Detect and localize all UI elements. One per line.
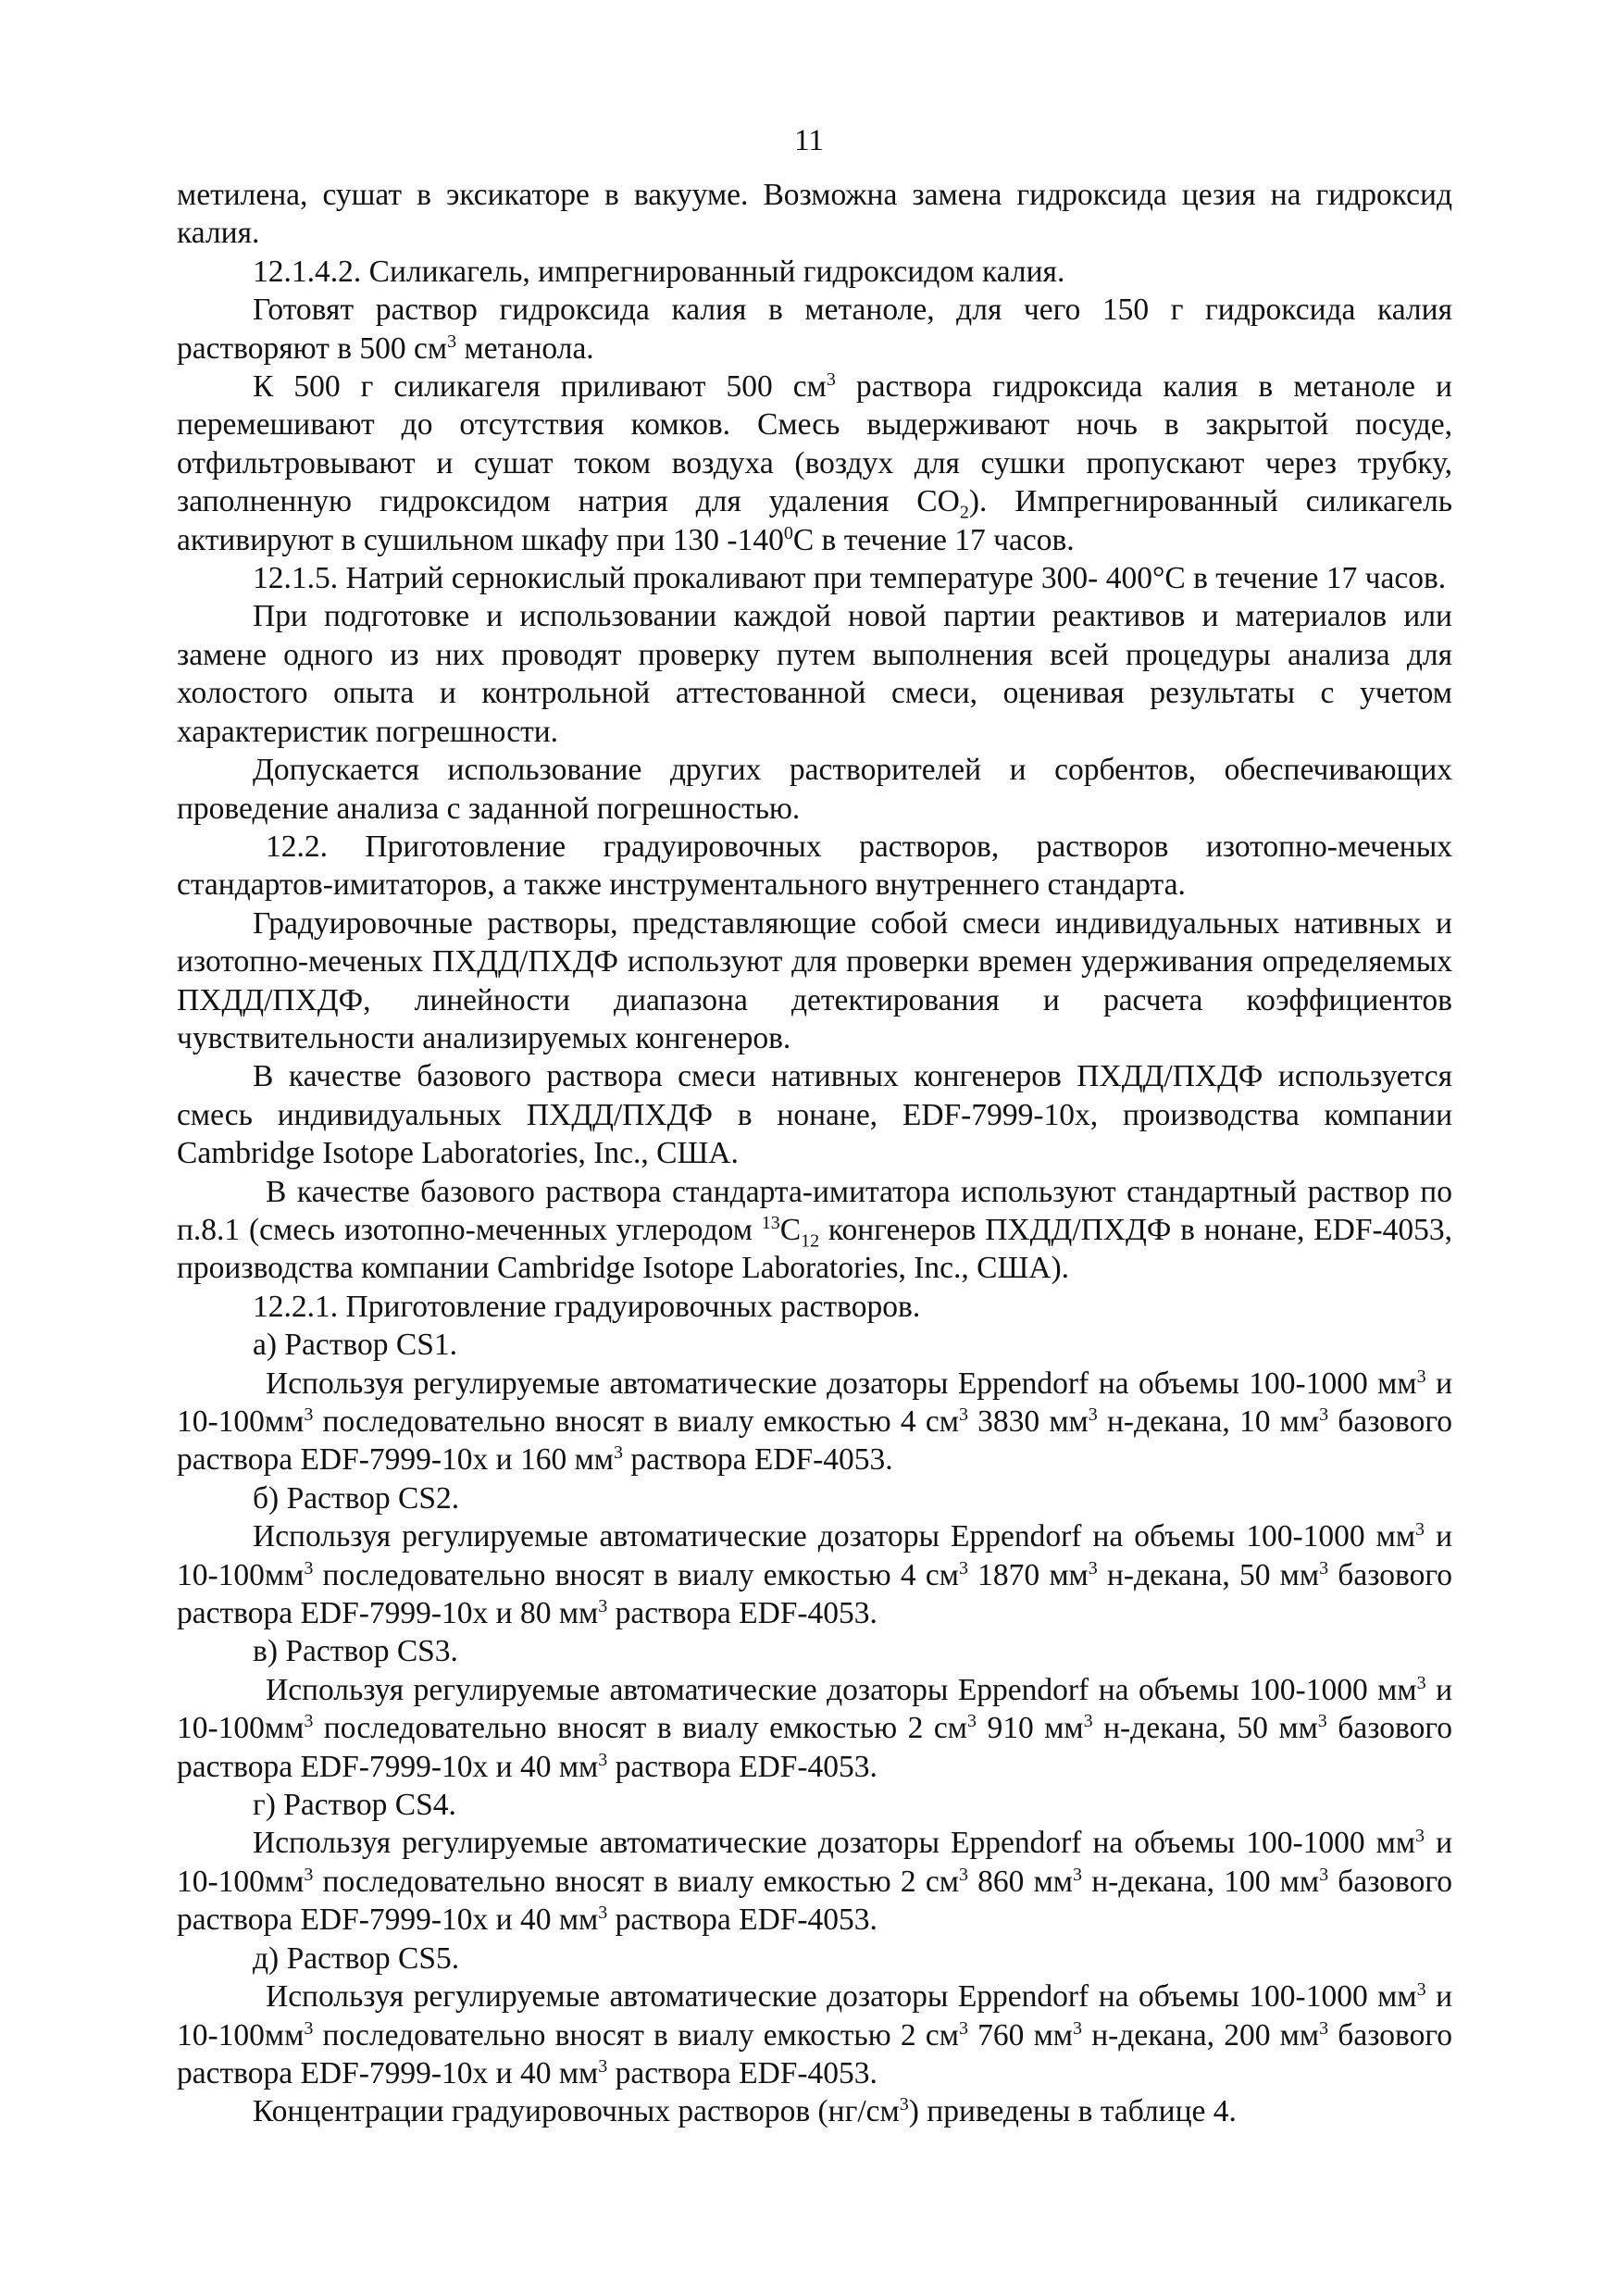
paragraph: Градуировочные растворы, представляющие собой смеси индивидуальных нативных и изотопно-меченых ПХДД/ПХДФ используют для проверки времен удерживания определяемых ПХДД/ПХДФ, линейности диапазона детектирования и расчета коэффициентов чувствительности анализируемых конгенеров. [177, 905, 1452, 1055]
section-heading: 12.2.1. Приготовление градуировочных растворов. [253, 1289, 921, 1324]
paragraph: Используя регулируемые автоматические дозаторы Eppendorf на объемы 100-1000 $мм^3$ и $10-100мм^3$ последовательно вносят в виалу емкостью 2 $см^3$ 910 $мм^3$ н-декана, 50 $мм^3$ базового раствора EDF-7999-10x и 40 $мм^3$ раствора EDF-4053. [177, 1672, 1452, 1784]
paragraph: Используя регулируемые автоматические дозаторы Eppendorf на объемы 100-1000 $мм^3$ и $10-100мм^3$ последовательно вносят в виалу емкостью 2 $см^3$ 860 $мм^3$ н-декана, 100 $мм^3$ базового раствора EDF-7999-10x и 40 $мм^3$ раствора EDF-4053. [177, 1826, 1452, 1938]
list-item-label: б) Раствор CS2. [253, 1480, 460, 1516]
body-text [177, 176, 1452, 2131]
paragraph: Используя регулируемые автоматические дозаторы Eppendorf на объемы 100-1000 $мм^3$ и $10-100мм^3$ последовательно вносят в виалу емкостью 2 $см^3$ 760 $мм^3$ н-декана, 200 $мм^3$ базового раствора EDF-7999-10x и 40 $мм^3$ раствора EDF-4053. [177, 1978, 1452, 2090]
paragraph: В качестве базового раствора смеси нативных конгенеров ПХДД/ПХДФ используется смесь индивидуальных ПХДД/ПХДФ в нонане, EDF-7999-10x, производства компании Cambridge Isotope Laboratories, Inc., США. [177, 1059, 1452, 1171]
paragraph: Готовят раствор гидроксида калия в метаноле, для чего 150 г гидроксида калия растворяют в 500 $см^3$ метанола. [177, 293, 1452, 366]
section-heading: 12.2. Приготовление градуировочных растворов, растворов изотопно-меченых стандартов-имитаторов, а также инструментального внутреннего стандарта. [177, 829, 1452, 903]
list-item-label: а) Раствор CS1. [253, 1328, 457, 1363]
paragraph: К 500 г силикагеля приливают 500 $см^3$ раствора гидроксида калия в метаноле и перемешивают до отсутствия комков. Смесь выдерживают ночь в закрытой посуде, отфильтровывают и сушат током воздуха (воздух для сушки пропускают через трубку, заполненную гидроксидом натрия для удаления $СО_2$). Импрегнированный силикагель активируют в сушильном шкафу при 130 $-140^0С$ в течение 17 часов. [177, 368, 1452, 557]
list-item-label: в) Раствор CS3. [253, 1634, 458, 1669]
list-item-label: д) Раствор CS5. [253, 1940, 460, 1976]
paragraph: Используя регулируемые автоматические дозаторы Eppendorf на объемы 100-1000 $мм^3$ и $10-100мм^3$ последовательно вносят в виалу емкостью 4 $см^3$ 1870 $мм^3$ н-декана, 50 $мм^3$ базового раствора EDF-7999-10x и 80 $мм^3$ раствора EDF-4053. [177, 1519, 1452, 1631]
section-heading: 12.1.4.2. Силикагель, импрегнированный гидроксидом калия. [253, 254, 1065, 289]
paragraph: При подготовке и использовании каждой новой партии реактивов и материалов или замене одного из них проводят проверку путем выполнения всей процедуры анализа для холостого опыта и контрольной аттестованной смеси, оценивая результаты с учетом характеристик погрешности. [177, 599, 1452, 749]
paragraph: В качестве базового раствора стандарта-имитатора используют стандартный раствор по п.8.1 (смесь изотопно-меченных углеродом $^{13}С_{12}$ конгенеров ПХДД/ПХДФ в нонане, EDF-4053, производства компании Cambridge Isotope Laboratories, Inc., США). [177, 1174, 1452, 1286]
paragraph: Используя регулируемые автоматические дозаторы Eppendorf на объемы 100-1000 $мм^3$ и $10-100мм^3$ последовательно вносят в виалу емкостью 4 $см^3$ 3830 $мм^3$ н-декана, 10 $мм^3$ базового раствора EDF-7999-10x и 160 $мм^3$ раствора EDF-4053. [177, 1366, 1452, 1478]
paragraph: Концентрации градуировочных растворов $(нг/см^3)$ приведены в таблице 4. [253, 2094, 1237, 2129]
paragraph: Допускается использование других растворителей и сорбентов, обеспечивающих проведение анализа с заданной погрешностью. [177, 753, 1452, 826]
paragraph: метилена, сушат в эксикаторе в вакууме. Возможна замена гидроксида цезия на гидроксид калия. [177, 178, 1452, 251]
list-item-label: г) Раствор CS4. [253, 1788, 456, 1823]
page-number: 11 [794, 124, 824, 157]
paragraph: 12.1.5. Натрий сернокислый прокаливают при температуре 300- 400°С в течение 17 часов. [253, 561, 1447, 596]
